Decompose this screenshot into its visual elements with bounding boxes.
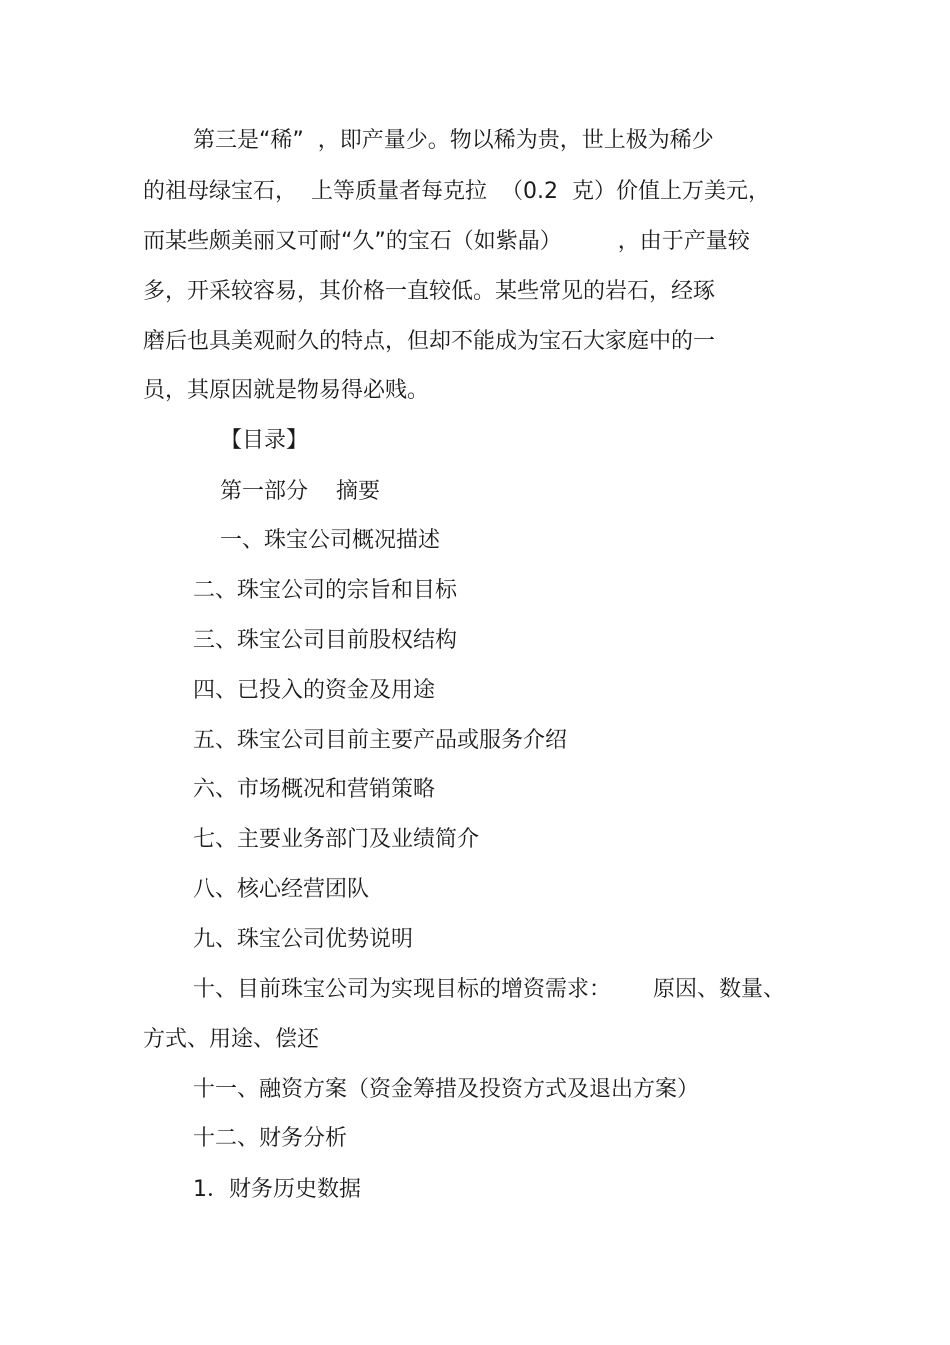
toc-item: 十、目前珠宝公司为实现目标的增资需求： 原因、数量、 [193, 977, 785, 1002]
toc-subitem: 1．财务历史数据 [193, 1177, 361, 1202]
toc-part-title: 第一部分 摘要 [220, 479, 380, 504]
paragraph-line: 而某些颇美丽又可耐“久”的宝石（如紫晶） ，由于产量较 [143, 229, 750, 254]
paragraph-line: 第三是“稀” ，即产量少。物以稀为贵，世上极为稀少 [193, 128, 714, 153]
toc-item: 七、主要业务部门及业绩简介 [193, 827, 480, 852]
toc-item: 二、珠宝公司的宗旨和目标 [193, 578, 458, 603]
paragraph-line: 员，其原因就是物易得必贱。 [143, 378, 430, 403]
toc-item-continuation: 方式、用途、偿还 [143, 1027, 320, 1052]
toc-item: 十一、融资方案（资金筹措及投资方式及退出方案） [193, 1077, 700, 1102]
toc-item: 四、已投入的资金及用途 [193, 678, 436, 703]
toc-item: 六、市场概况和营销策略 [193, 777, 436, 802]
toc-item: 九、珠宝公司优势说明 [193, 927, 414, 952]
toc-item: 一、珠宝公司概况描述 [220, 528, 441, 553]
toc-item: 八、核心经营团队 [193, 877, 370, 902]
paragraph-line: 多，开采较容易，其价格一直较低。某些常见的岩石，经琢 [143, 279, 716, 304]
toc-item: 五、珠宝公司目前主要产品或服务介绍 [193, 728, 568, 753]
paragraph-line: 的祖母绿宝石， 上等质量者每克拉 （0.2 克）价值上万美元， [143, 179, 770, 204]
toc-item: 十二、财务分析 [193, 1126, 348, 1151]
paragraph-line: 磨后也具美观耐久的特点，但却不能成为宝石大家庭中的一 [143, 329, 716, 354]
toc-item: 三、珠宝公司目前股权结构 [193, 628, 458, 653]
toc-heading: 【目录】 [220, 428, 309, 453]
